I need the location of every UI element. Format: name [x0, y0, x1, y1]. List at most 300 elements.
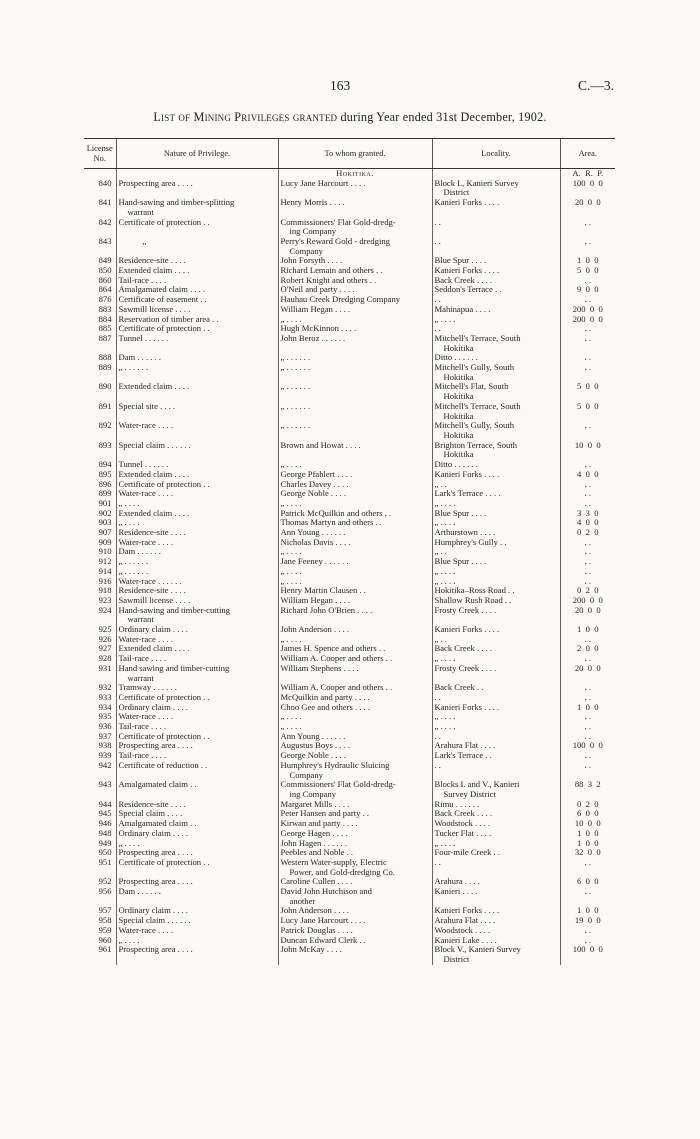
license-number-text: 849: [98, 255, 112, 266]
locality-name-text: Kanieri Forks . . . .: [434, 265, 500, 276]
area-value: [560, 887, 615, 906]
grantee-name-text: Humphrey's Hydraulic Sluicing: [280, 759, 390, 770]
grantee-name-text: John Forsyth . . . .: [280, 255, 343, 266]
privilege-nature-text: Water-race . . . .: [118, 420, 173, 431]
grantee-name-text: Patrick McQuilkin and others . .: [280, 507, 392, 518]
privilege-nature-text: Certificate of reduction . .: [118, 759, 208, 770]
privilege-nature: [116, 237, 278, 256]
area-value-text: . .: [584, 721, 591, 732]
locality-name: [432, 198, 560, 217]
locality-name-text: Block V., Kanieri Survey: [434, 944, 521, 955]
grantee-name-text: John Hagen . . . . . .: [280, 837, 348, 848]
grantee-name-text: „ . . . .: [280, 711, 302, 722]
license-number-text: 902: [98, 507, 112, 518]
grantee-name-text: Lucy Jane Harcourt . . . .: [280, 915, 366, 926]
privilege-nature-text: Residence-site . . . .: [118, 255, 186, 266]
license-number-text: 959: [98, 924, 112, 935]
locality-name-continuation: Hokitika: [443, 429, 474, 440]
locality-name-text: „ . . . .: [434, 575, 456, 586]
privilege-nature-text: „: [142, 235, 147, 246]
area-value-text: 2 0 0: [577, 643, 599, 654]
locality-name-text: Kanieri Forks . . . .: [434, 624, 500, 635]
locality-name-text: Shallow Rush Road . .: [434, 594, 512, 605]
grantee-name-text: Commissioners' Flat Gold-dredg-: [280, 216, 396, 227]
area-value-text: 200 0 0: [572, 313, 603, 324]
privilege-nature-continuation: warrant: [127, 614, 154, 625]
license-number: [84, 402, 116, 421]
privilege-nature-text: Sawmill license . . . .: [118, 594, 191, 605]
grantee-name-text: Richard John O'Brien . . . .: [280, 604, 373, 615]
locality-name-continuation: District: [443, 953, 470, 964]
grantee-name-text: „ . . . . . .: [280, 381, 311, 392]
grantee-name: [278, 402, 432, 421]
grantee-name-text: George Noble . . . .: [280, 750, 346, 761]
privilege-nature-text: Special site . . . .: [118, 400, 176, 411]
area-value-text: 1 0 0: [577, 624, 599, 635]
table-row: [84, 829, 615, 839]
area-value-text: 4 0 0: [577, 517, 599, 528]
grantee-name: [278, 664, 432, 683]
locality-name: [432, 606, 560, 625]
locality-name: [432, 761, 560, 780]
area-value: [560, 218, 615, 237]
privilege-nature-text: Certificate of easement . .: [118, 294, 207, 305]
license-number-text: 840: [98, 177, 112, 188]
area-value: [560, 780, 615, 799]
locality-name-text: Back Creek . .: [434, 682, 484, 693]
locality-name-text: Rimu . . . . . .: [434, 798, 480, 809]
locality-name: [432, 538, 560, 548]
locality-name-text: Mitchell's Terrace, South: [434, 400, 521, 411]
license-number-text: 943: [98, 779, 112, 790]
privilege-nature-text: Prospecting area . . . .: [118, 177, 193, 188]
license-number-text: 884: [98, 313, 112, 324]
title-small-caps: List of Mining Privileges granted: [153, 110, 338, 124]
area-value-text: 4 0 0: [577, 468, 599, 479]
privilege-nature-text: Prospecting area . . . .: [118, 740, 193, 751]
area-value-text: 3 3 0: [577, 507, 599, 518]
locality-name-text: „ . . . .: [434, 711, 456, 722]
privilege-nature-text: Water-race . . . .: [118, 711, 173, 722]
privilege-nature: [116, 334, 278, 353]
area-value-text: 10 0 0: [574, 439, 601, 450]
locality-name-text: „ . . . .: [434, 497, 456, 508]
area-value-text: . .: [584, 653, 591, 664]
license-number-text: 949: [98, 837, 112, 848]
locality-name: [432, 421, 560, 440]
area-value-text: 1 0 0: [577, 255, 599, 266]
grantee-name-text: „ . . . . . .: [280, 362, 311, 373]
license-number-text: 892: [98, 420, 112, 431]
area-value: [560, 421, 615, 440]
grantee-name-text: Commissioners' Flat Gold-dredg-: [280, 779, 396, 790]
license-number-text: 860: [98, 274, 112, 285]
area-value-text: . .: [584, 691, 591, 702]
grantee-name-continuation: Company: [289, 769, 323, 780]
grantee-name: [278, 237, 432, 256]
privilege-nature-text: Hand-sawing and timber-cutting: [118, 604, 231, 615]
privilege-nature-text: Special claim . . . . . .: [118, 439, 191, 450]
license-number: [84, 179, 116, 198]
grantee-name: [278, 887, 432, 906]
locality-name: [432, 179, 560, 198]
area-value: [560, 664, 615, 683]
license-number-text: 842: [98, 216, 112, 227]
grantee-name-text: Caroline Cullen . . . .: [280, 876, 353, 887]
locality-name-text: „ . . . .: [434, 565, 456, 576]
grantee-name-text: John Beroz . . . . . .: [280, 332, 346, 343]
locality-name-text: „ . .: [434, 633, 447, 644]
grantee-name-text: Margaret Mills . . . .: [280, 798, 350, 809]
locality-name-text: „ . . . .: [434, 721, 456, 732]
locality-name-text: . .: [434, 235, 441, 246]
table-row: [84, 761, 615, 780]
privilege-nature-text: Tunnel . . . . . .: [118, 332, 169, 343]
license-number-text: 907: [98, 527, 112, 538]
privilege-nature-text: Ordinary claim . . . .: [118, 827, 188, 838]
privilege-nature-text: Hand sawing and timber-cutting: [118, 662, 230, 673]
locality-name: [432, 848, 560, 858]
privilege-nature-text: Amalgamated claim . .: [118, 818, 197, 829]
locality-name-text: Back Creek . . . .: [434, 643, 493, 654]
area-value-text: . .: [584, 759, 591, 770]
license-number-text: 946: [98, 818, 112, 829]
grantee-name-text: David John Hutchison and: [280, 886, 372, 897]
privilege-nature: [116, 664, 278, 683]
license-number-text: 864: [98, 284, 112, 295]
locality-name-text: Arahura Flat . . . .: [434, 740, 496, 751]
privilege-nature-text: Water-race . . . .: [118, 633, 173, 644]
locality-name-continuation: Hokitika: [443, 371, 474, 382]
locality-name: [432, 945, 560, 964]
area-value-text: . .: [584, 362, 591, 373]
locality-name-text: . .: [434, 216, 441, 227]
column-header-area: Area.: [560, 139, 615, 169]
privilege-nature: [116, 198, 278, 217]
grantee-name-text: Western Water-supply, Electric: [280, 856, 387, 867]
privilege-nature-text: Water-race . . . .: [118, 924, 173, 935]
table-row: [84, 858, 615, 877]
locality-name-text: Mahinapua . . . .: [434, 303, 491, 314]
area-value: [560, 382, 615, 401]
locality-name-text: Kanieri . . . .: [434, 886, 478, 897]
locality-name-text: Kanieri Forks . . . .: [434, 197, 500, 208]
privilege-nature-text: Extended claim . . . .: [118, 507, 190, 518]
license-number: [84, 382, 116, 401]
license-number: [84, 606, 116, 625]
grantee-name-text: Peter Hansen and party . .: [280, 808, 370, 819]
grantee-name-continuation: Company: [289, 245, 323, 256]
table-header-row: [84, 139, 615, 169]
locality-name-text: Kanieri Forks . . . .: [434, 701, 500, 712]
license-number-text: 918: [98, 585, 112, 596]
locality-name-text: Mitchell's Gully, South: [434, 420, 515, 431]
locality-name-text: Mitchell's Terrace, South: [434, 332, 521, 343]
area-value-text: . .: [584, 556, 591, 567]
area-value-text: 1 0 0: [577, 837, 599, 848]
grantee-name-text: Henry Morris . . . .: [280, 197, 345, 208]
privilege-nature-text: Amalgamated claim . . . .: [118, 284, 206, 295]
privilege-nature-text: „ . . . . . .: [118, 362, 149, 373]
grantee-name-text: „ . . . .: [280, 313, 302, 324]
locality-name: [432, 382, 560, 401]
grantee-name-text: John McKay . . . .: [280, 944, 342, 955]
area-value-text: . .: [584, 323, 591, 334]
table-row: [84, 538, 615, 548]
locality-name-text: Arahura Flat . . . .: [434, 915, 496, 926]
privilege-nature-continuation: warrant: [127, 206, 154, 217]
area-value: [560, 198, 615, 217]
table-row: [84, 363, 615, 382]
locality-name-text: Blue Spur . . . .: [434, 556, 487, 567]
privilege-nature-text: Ordinary claim . . . .: [118, 624, 188, 635]
table-row: [84, 945, 615, 964]
locality-name-continuation: Survey District: [443, 789, 496, 799]
privilege-nature-text: Extended claim . . . .: [118, 468, 190, 479]
area-value-text: . .: [584, 459, 591, 470]
license-number: [84, 363, 116, 382]
area-value-text: 9 0 0: [577, 284, 599, 295]
locality-name: [432, 334, 560, 353]
locality-name-continuation: District: [443, 187, 470, 198]
table-row: [84, 887, 615, 906]
locality-name-text: . .: [434, 294, 441, 305]
locality-name-text: Frosty Creek . . . .: [434, 604, 497, 615]
grantee-name: [278, 780, 432, 799]
area-value-text: 100 0 0: [572, 944, 603, 955]
locality-name: [432, 363, 560, 382]
area-value-text: . .: [584, 488, 591, 499]
license-number-text: 935: [98, 711, 112, 722]
privilege-nature: [116, 606, 278, 625]
privilege-nature-text: Ordinary claim . . . .: [118, 905, 188, 916]
license-number-text: 916: [98, 575, 112, 586]
grantee-name-text: William A. Cooper and others . .: [280, 682, 393, 693]
privilege-nature-text: Residence-site . . . .: [118, 585, 186, 596]
table-row: [84, 334, 615, 353]
page-title: [0, 110, 700, 125]
license-number-text: 945: [98, 808, 112, 819]
area-value-text: 100 0 0: [572, 177, 603, 188]
table-row: [84, 489, 615, 499]
area-value-text: 0 2 0: [577, 585, 599, 596]
area-value-text: 10 0 0: [574, 818, 601, 829]
locality-name-text: . .: [434, 691, 441, 702]
grantee-name-text: „ . . . .: [280, 497, 302, 508]
privilege-nature-text: Extended claim . . . .: [118, 265, 190, 276]
area-value-text: . .: [584, 332, 591, 343]
paper-reference: C.—3.: [577, 78, 614, 93]
area-value-text: 200 0 0: [572, 303, 603, 314]
locality-name-text: „ . . . .: [434, 313, 456, 324]
grantee-name-continuation: another: [289, 895, 316, 906]
column-header-locality: Locality.: [432, 139, 560, 169]
locality-name-text: Frosty Creek . . . .: [434, 662, 497, 673]
privilege-nature-text: Prospecting area . . . .: [118, 876, 193, 887]
license-number-text: 888: [98, 352, 112, 363]
grantee-name: [278, 858, 432, 877]
privilege-nature-text: Extended claim . . . .: [118, 643, 190, 654]
grantee-name-text: George Noble . . . .: [280, 488, 346, 499]
area-value-text: 32 0 0: [574, 847, 601, 858]
area-value-text: . .: [584, 352, 591, 363]
table-row: [84, 198, 615, 217]
grantee-name-text: Lucy Jane Harcourt . . . .: [280, 177, 366, 188]
grantee-name-text: „ . . . .: [280, 721, 302, 732]
privilege-nature-text: Tail-race . . . .: [118, 274, 167, 285]
grantee-name-continuation: ing Company: [289, 226, 337, 237]
locality-name-text: Humphrey's Gully . .: [434, 536, 507, 547]
grantee-name-text: Augustus Boys . . . .: [280, 740, 350, 751]
locality-name-text: Seddon's Terrace . .: [434, 284, 502, 295]
area-value-text: . .: [584, 750, 591, 761]
license-number: [84, 761, 116, 780]
privilege-nature: [116, 179, 278, 198]
license-number-text: 841: [98, 197, 112, 208]
area-value: [560, 363, 615, 382]
locality-name-text: Kanieri Forks . . . .: [434, 905, 500, 916]
privilege-nature-text: Dam . . . . . .: [118, 886, 161, 897]
grantee-name: [278, 198, 432, 217]
license-number-text: 938: [98, 740, 112, 751]
grantee-name: [278, 382, 432, 401]
area-value-text: . .: [584, 565, 591, 576]
license-number-text: 951: [98, 856, 112, 867]
grantee-name: [278, 945, 432, 964]
privilege-nature-text: Certificate of protection . .: [118, 730, 210, 741]
license-number: [84, 421, 116, 440]
grantee-name-text: Choo Gee and others . . . .: [280, 701, 371, 712]
grantee-name-text: Patrick Douglas . . . .: [280, 924, 353, 935]
area-value: [560, 858, 615, 877]
area-value-text: 88 3 2: [574, 779, 601, 790]
privilege-nature-text: „ . . . .: [118, 934, 140, 945]
privilege-nature-text: Special claim . . . .: [118, 808, 183, 819]
area-value-text: 0 2 0: [577, 527, 599, 538]
license-number: [84, 441, 116, 460]
privilege-nature-text: „ . . . . . .: [118, 565, 149, 576]
privilege-nature-text: Water-race . . . .: [118, 536, 173, 547]
page-number: 163: [330, 78, 351, 93]
table-row: [84, 606, 615, 625]
column-header-license: License No.: [84, 139, 116, 169]
grantee-name-text: Hauhau Creek Dredging Company: [280, 294, 401, 305]
locality-name-text: Ditto . . . . . .: [434, 459, 478, 470]
privilege-nature-text: Reservation of timber area . .: [118, 313, 219, 324]
license-number-text: 909: [98, 536, 112, 547]
area-value-text: . .: [584, 546, 591, 557]
locality-name-text: Woodstock . . . .: [434, 924, 491, 935]
grantee-name-text: Hugh McKinnon . . . .: [280, 323, 357, 334]
area-value: [560, 761, 615, 780]
locality-name-text: Back Creek . . . .: [434, 274, 493, 285]
grantee-name-text: Jane Feeney . . . . . .: [280, 556, 349, 567]
privilege-nature-text: Tunnel . . . . . .: [118, 459, 169, 470]
grantee-name-text: Henry Martin Clausen . .: [280, 585, 366, 596]
area-value-text: . .: [584, 886, 591, 897]
table-row: [84, 557, 615, 567]
privilege-nature-text: „ . . . .: [118, 497, 140, 508]
license-number-text: 960: [98, 934, 112, 945]
area-value-text: . .: [584, 711, 591, 722]
privilege-nature-text: Sawmill license . . . .: [118, 303, 191, 314]
locality-name-text: „ . . . .: [434, 837, 456, 848]
locality-name: [432, 722, 560, 732]
grantee-name-text: George Pfahlert . . . .: [280, 468, 353, 479]
license-number-text: 958: [98, 915, 112, 926]
area-value-text: 6 0 0: [577, 808, 599, 819]
privilege-nature-text: Residence-site . . . .: [118, 798, 186, 809]
locality-name: [432, 402, 560, 421]
license-number-text: 883: [98, 303, 112, 314]
table-row: [84, 441, 615, 460]
locality-name-text: Blue Spur . . . .: [434, 507, 487, 518]
grantee-name: [278, 441, 432, 460]
grantee-name-continuation: Power, and Gold-dredging Co.: [289, 866, 395, 877]
license-number-text: 924: [98, 604, 112, 615]
locality-name-text: Block I., Kanieri Survey: [434, 177, 519, 188]
area-value: [560, 179, 615, 198]
mining-privileges-table: [84, 138, 615, 965]
locality-name-text: Lark's Terrace . .: [434, 750, 492, 761]
license-number-text: 885: [98, 323, 112, 334]
license-number-text: 899: [98, 488, 112, 499]
area-value-text: . .: [584, 478, 591, 489]
locality-name: [432, 751, 560, 761]
table-row: [84, 402, 615, 421]
privilege-nature-text: Water-race . . . .: [118, 488, 173, 499]
area-value-text: 100 0 0: [572, 740, 603, 751]
locality-name: [432, 887, 560, 906]
license-number-text: 952: [98, 876, 112, 887]
title-rest: during Year ended 31st December, 1902.: [337, 110, 547, 124]
locality-name: [432, 683, 560, 693]
table-row: [84, 421, 615, 440]
license-number-text: 887: [98, 332, 112, 343]
table-row: [84, 237, 615, 256]
license-number-text: 894: [98, 459, 112, 470]
locality-name-text: Hokitika–Ross Road . .: [434, 585, 515, 596]
locality-name: [432, 237, 560, 256]
locality-name: [432, 664, 560, 683]
privilege-nature-text: Certificate of protection . .: [118, 856, 210, 867]
locality-name-text: Lark's Terrace . . . .: [434, 488, 501, 499]
privilege-nature: [116, 858, 278, 877]
locality-name: [432, 858, 560, 877]
locality-name-text: „ . .: [434, 478, 447, 489]
area-value-text: 0 2 0: [577, 798, 599, 809]
grantee-name-text: „ . . . .: [280, 633, 302, 644]
grantee-name-text: Charles Davey . . . .: [280, 478, 349, 489]
license-number-text: 889: [98, 362, 112, 373]
license-number: [84, 237, 116, 256]
grantee-name: [278, 334, 432, 353]
grantee-name: [278, 421, 432, 440]
license-number: [84, 198, 116, 217]
area-value: [560, 441, 615, 460]
area-value-text: 19 0 0: [574, 915, 601, 926]
locality-name-text: Mitchell's Gully, South: [434, 362, 515, 373]
privilege-nature-text: Tail-race . . . .: [118, 653, 167, 664]
grantee-name-text: „ . . . . . .: [280, 352, 311, 363]
locality-name-continuation: Hokitika: [443, 391, 474, 402]
grantee-name-text: Ann Young . . . . . .: [280, 730, 346, 741]
license-number-text: 890: [98, 381, 112, 392]
grantee-name-text: Duncan Edward Clerk . .: [280, 934, 366, 945]
privilege-nature-text: Extended claim . . . .: [118, 381, 190, 392]
area-value-text: . .: [584, 682, 591, 693]
grantee-name-text: William Hegan . . . .: [280, 594, 351, 605]
